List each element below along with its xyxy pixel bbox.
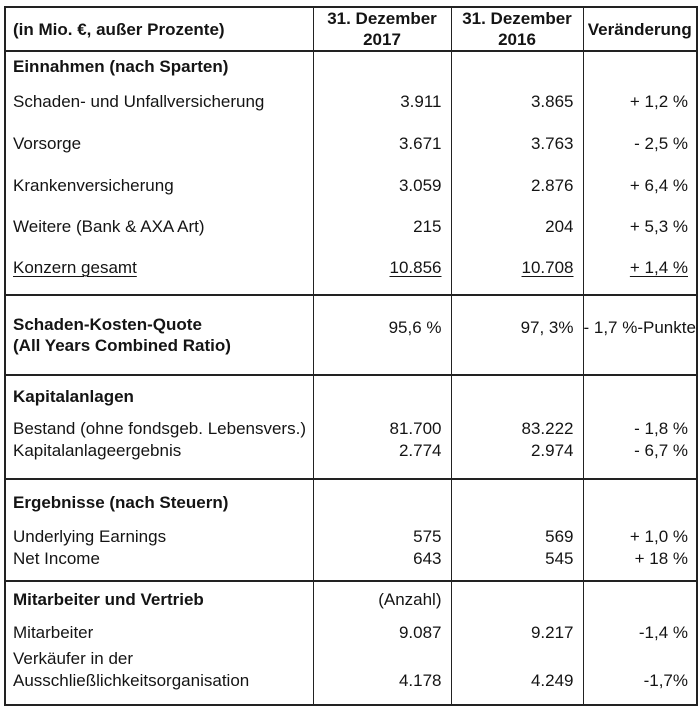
- value-2016: 9.217: [451, 617, 583, 647]
- value-2016: 3.865: [451, 81, 583, 122]
- value-change: - 1,7 %-Punkte: [583, 295, 697, 375]
- section-title-row-mitarbeiter: [5, 581, 697, 617]
- section-title-row-einnahmen: [5, 51, 697, 81]
- row-label: Kapitalanlageergebnis: [13, 440, 182, 460]
- value-2017: 3.911: [313, 81, 451, 122]
- value-2017: 215: [313, 206, 451, 247]
- value-change: + 1,2 %: [583, 81, 697, 122]
- value-change: + 18 %: [583, 547, 697, 569]
- value-change: + 6,4 %: [583, 164, 697, 206]
- section-title: Einnahmen (nach Sparten): [13, 57, 229, 76]
- value-change: - 2,5 %: [583, 122, 697, 164]
- value-2017: 575: [313, 525, 451, 547]
- row-label: Bestand (ohne fondsgeb. Lebensvers.): [13, 418, 306, 438]
- value-2016: 83.222: [451, 417, 583, 439]
- section-title: Kapitalanlagen: [5, 375, 313, 417]
- value-change: - 1,8 %: [583, 417, 697, 439]
- value-2016: 204: [451, 206, 583, 247]
- table-row: [5, 206, 697, 247]
- spacer-row: [5, 569, 697, 581]
- row-label-line2: Ausschließlichkeitsorganisation: [13, 670, 250, 690]
- value-2017: 4.178: [313, 669, 451, 691]
- value-change: -1,4 %: [583, 617, 697, 647]
- value-2016: 2.876: [451, 164, 583, 206]
- value-2017: 643: [313, 547, 451, 569]
- table-row: [5, 164, 697, 206]
- section-title-row-ergebnisse: [5, 479, 697, 525]
- value-2016: 4.249: [451, 669, 583, 691]
- row-label: Underlying Earnings: [13, 526, 167, 546]
- total-label: Konzern gesamt: [13, 258, 137, 277]
- column-header-2016-line1: 31. Dezember: [462, 9, 572, 28]
- table-row: [5, 647, 697, 669]
- spacer-row: [5, 288, 697, 295]
- table-row-total: [5, 247, 697, 288]
- table-row: [5, 525, 697, 547]
- row-label: Net Income: [13, 548, 100, 568]
- value-change: -1,7%: [583, 669, 697, 691]
- column-header-2016: [451, 7, 583, 51]
- value-2016: 3.763: [451, 122, 583, 164]
- row-label: Krankenversicherung: [13, 175, 174, 195]
- value-2017: 3.671: [313, 122, 451, 164]
- value-2016: 569: [451, 525, 583, 547]
- value-2016: 97, 3%: [451, 295, 583, 375]
- column-header-2017-line1: 31. Dezember: [327, 9, 437, 28]
- value-change: + 5,3 %: [583, 206, 697, 247]
- column-header-2017-line2: 2017: [363, 30, 401, 49]
- row-label: [5, 295, 313, 375]
- column-header-2017: [313, 7, 451, 51]
- row-label: Schaden- und Unfallversicherung: [13, 92, 265, 111]
- section-title: Ergebnisse (nach Steuern): [5, 479, 313, 525]
- value-change: + 1,4 %: [583, 247, 697, 288]
- value-2017: 10.856: [313, 247, 451, 288]
- combined-ratio-label-line2: (All Years Combined Ratio): [13, 336, 231, 355]
- table-row: [5, 547, 697, 569]
- value-2017: 95,6 %: [313, 295, 451, 375]
- spacer-row: [5, 461, 697, 479]
- row-label: Weitere (Bank & AXA Art): [13, 217, 205, 236]
- row-label-line1: Verkäufer in der: [13, 648, 134, 668]
- value-2016: 10.708: [451, 247, 583, 288]
- value-2017: 9.087: [313, 617, 451, 647]
- section-title: Mitarbeiter und Vertrieb: [5, 581, 313, 617]
- value-2017: 3.059: [313, 164, 451, 206]
- unit-note: (Anzahl): [313, 581, 451, 617]
- value-2016: 545: [451, 547, 583, 569]
- section-title-row-kapitalanlagen: [5, 375, 697, 417]
- header-row: [5, 7, 697, 51]
- value-2017: 81.700: [313, 417, 451, 439]
- combined-ratio-label-line1: Schaden-Kosten-Quote: [13, 315, 202, 334]
- value-change: + 1,0 %: [583, 525, 697, 547]
- table-row-combined-ratio: [5, 295, 697, 375]
- column-header-metric: (in Mio. €, außer Prozente): [5, 7, 313, 51]
- table-row: [5, 122, 697, 164]
- column-header-2016-line2: 2016: [498, 30, 536, 49]
- table-row: [5, 81, 697, 122]
- column-header-change: Veränderung: [583, 7, 697, 51]
- value-change: - 6,7 %: [583, 439, 697, 461]
- table-row: [5, 669, 697, 691]
- row-label: Vorsorge: [13, 133, 82, 153]
- value-2017: 2.774: [313, 439, 451, 461]
- table-row: [5, 617, 697, 647]
- row-label: [5, 247, 313, 288]
- spacer-row: [5, 691, 697, 705]
- value-2016: 2.974: [451, 439, 583, 461]
- row-label: Mitarbeiter: [13, 622, 94, 642]
- financial-table: [4, 6, 698, 706]
- table-row: [5, 417, 697, 439]
- table-row: [5, 439, 697, 461]
